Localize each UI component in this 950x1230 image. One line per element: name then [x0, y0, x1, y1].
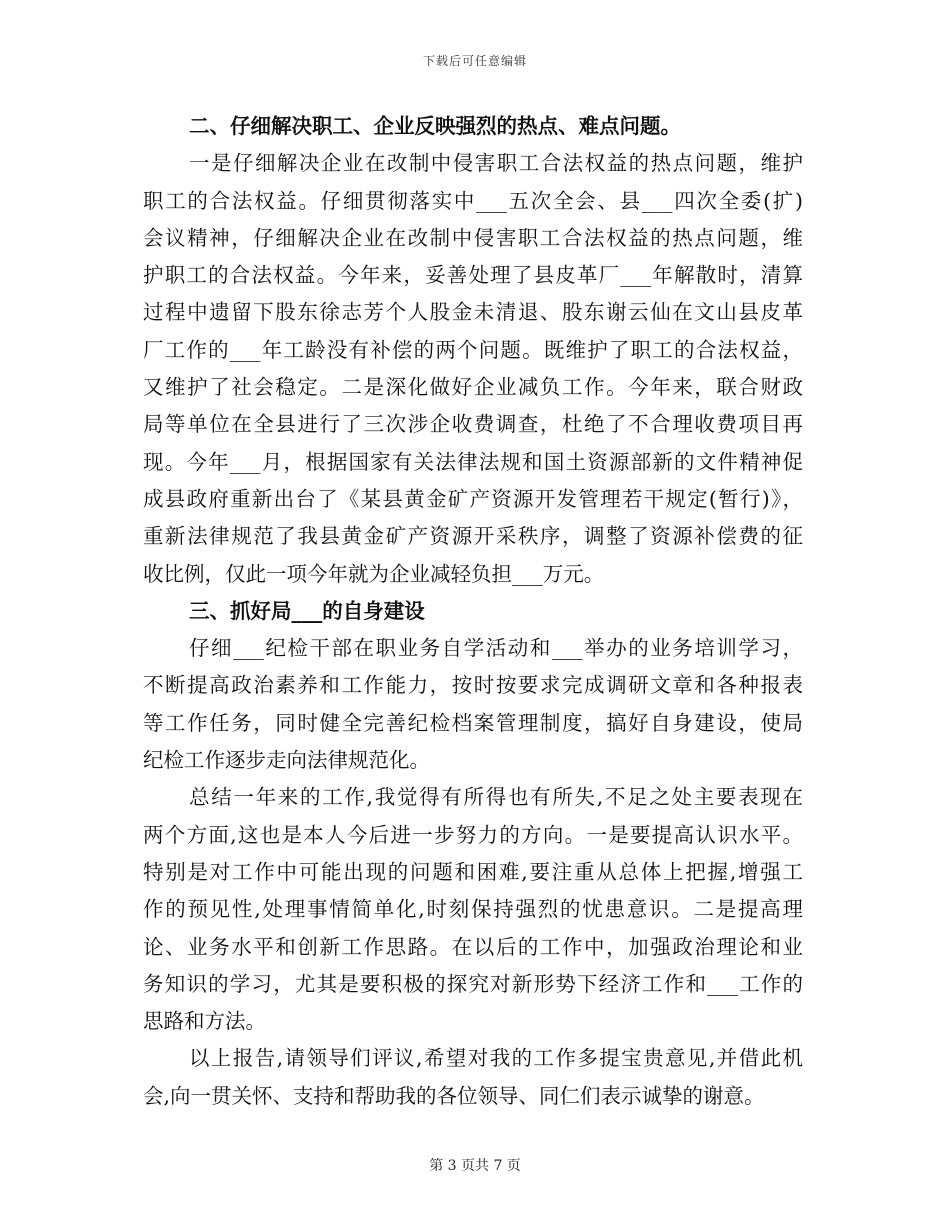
body-text-line: 现。今年___月，根据国家有关法律法规和国土资源部新的文件精神促: [143, 449, 803, 474]
body-text-line: 又维护了社会稳定。二是深化做好企业减负工作。今年来，联合财政: [143, 375, 803, 400]
body-text-line: 务知识的学习，尤其是要积极的探究对新形势下经济工作和___工作的: [143, 971, 803, 996]
body-text-line: 两个方面,这也是本人今后进一步努力的方向。一是要提高认识水平。: [143, 822, 803, 847]
body-text-line: 会议精神，仔细解决企业在改制中侵害职工合法权益的热点问题，维: [143, 225, 803, 250]
body-text-line: 重新法律规范了我县黄金矿产资源开采秩序，调整了资源补偿费的征: [143, 524, 803, 549]
body-text-line: 过程中遗留下股东徐志芳个人股金未清退、股东谢云仙在文山县皮革: [143, 300, 803, 325]
body-text-line: 局等单位在全县进行了三次涉企收费调查，杜绝了不合理收费项目再: [143, 412, 803, 437]
body-text-line: 护职工的合法权益。今年来，妥善处理了县皮革厂___年解散时，清算: [143, 263, 803, 288]
page-header: 下载后可任意编辑: [422, 54, 527, 68]
body-text-line: 收比例，仅此一项今年就为企业减轻负担___万元。: [143, 561, 605, 586]
body-text-line: 论、业务水平和创新工作思路。在以后的工作中，加强政治理论和业: [143, 934, 803, 959]
body-text-line: 思路和方法。: [143, 1009, 266, 1034]
section-heading-line: 三、抓好局___的自身建设: [189, 598, 425, 623]
section-heading-line: 二、仔细解决职工、企业反映强烈的热点、难点问题。: [189, 114, 681, 138]
body-text-line: 特别是对工作中可能出现的问题和困难,要注重从总体上把握,增强工: [143, 859, 803, 884]
body-text-line: 一是仔细解决企业在改制中侵害职工合法权益的热点问题，维护: [189, 151, 803, 176]
body-text-line: 会,向一贯关怀、支持和帮助我的各位领导、同仁们表示诚挚的谢意。: [143, 1083, 765, 1108]
document-body: [143, 108, 803, 1115]
body-text-line: 不断提高政治素养和工作能力，按时按要求完成调研文章和各种报表: [143, 673, 803, 698]
body-text-line: 厂工作的___年工龄没有补偿的两个问题。既维护了职工的合法权益，: [143, 337, 803, 362]
body-text-line: 总结一年来的工作,我觉得有所得也有所失,不足之处主要表现在: [189, 785, 803, 810]
body-text-line: 职工的合法权益。仔细贯彻落实中___五次全会、县___四次全委(扩): [143, 188, 803, 213]
body-text-line: 作的预见性,处理事情简单化,时刻保持强烈的忧患意识。二是提高理: [143, 897, 803, 922]
body-text-line: 等工作任务，同时健全完善纪检档案管理制度，搞好自身建设，使局: [143, 710, 803, 735]
page-footer: 第 3 页共 7 页: [429, 1158, 521, 1174]
body-text-line: 仔细___纪检干部在职业务自学活动和___举办的业务培训学习，: [189, 636, 803, 661]
body-text-line: 纪检工作逐步走向法律规范化。: [143, 748, 430, 773]
body-text-line: 以上报告,请领导们评议,希望对我的工作多提宝贵意见,并借此机: [189, 1046, 803, 1071]
body-text-line: 成县政府重新出台了《某县黄金矿产资源开发管理若干规定(暂行)》，: [143, 486, 803, 511]
